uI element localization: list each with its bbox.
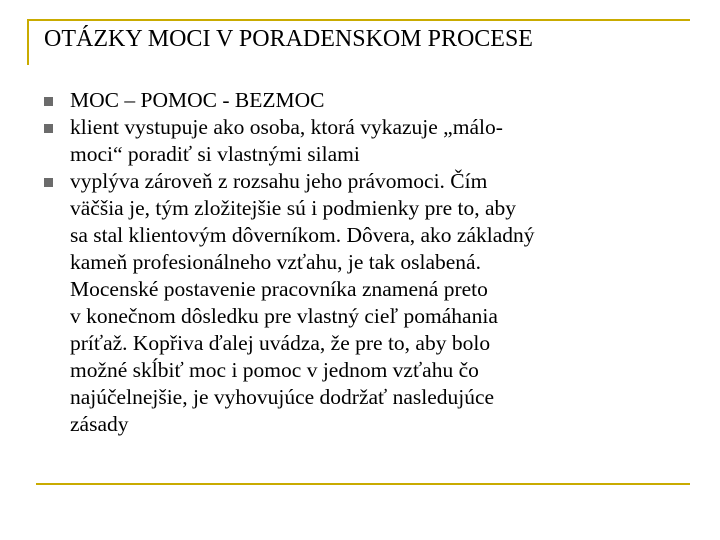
bullet-list [44, 87, 684, 438]
bullet-line: MOC – POMOC - BEZMOC [70, 88, 325, 112]
bullet-item [44, 87, 684, 114]
bullet-line: Mocenské postavenie pracovníka znamená preto [70, 277, 488, 301]
bullet-line: kameň profesionálneho vzťahu, je tak oslabená. [70, 250, 481, 274]
bullet-line: zásady [70, 412, 129, 436]
square-bullet-icon [44, 178, 53, 187]
bullet-line: v konečnom dôsledku pre vlastný cieľ pomáhania [70, 304, 498, 328]
bullet-line: najúčelnejšie, je vyhovujúce dodržať nasledujúce [70, 385, 495, 409]
bullet-line: vyplýva zároveň z rozsahu jeho právomoci. Čím [70, 169, 488, 193]
square-bullet-icon [44, 124, 53, 133]
bullet-item [44, 168, 684, 438]
bullet-line: sa stal klientovým dôverníkom. Dôvera, ako základný [70, 223, 535, 247]
bullet-item [44, 114, 684, 168]
left-rule [27, 19, 29, 65]
bullet-line: príťaž. Kopřiva ďalej uvádza, že pre to, aby bolo [70, 331, 491, 355]
bullet-line: moci“ poradiť si vlastnými silami [70, 142, 360, 166]
bullet-line: možné skĺbiť moc i pomoc v jednom vzťahu čo [70, 358, 479, 382]
bullet-line: klient vystupuje ako osoba, ktorá vykazuje „málo- [70, 115, 503, 139]
square-bullet-icon [44, 97, 53, 106]
slide-title: OTÁZKY MOCI V PORADENSKOM PROCESE [44, 26, 533, 52]
top-rule [27, 19, 690, 21]
bottom-rule [36, 483, 690, 485]
bullet-line: väčšia je, tým zložitejšie sú i podmienky pre to, aby [70, 196, 517, 220]
